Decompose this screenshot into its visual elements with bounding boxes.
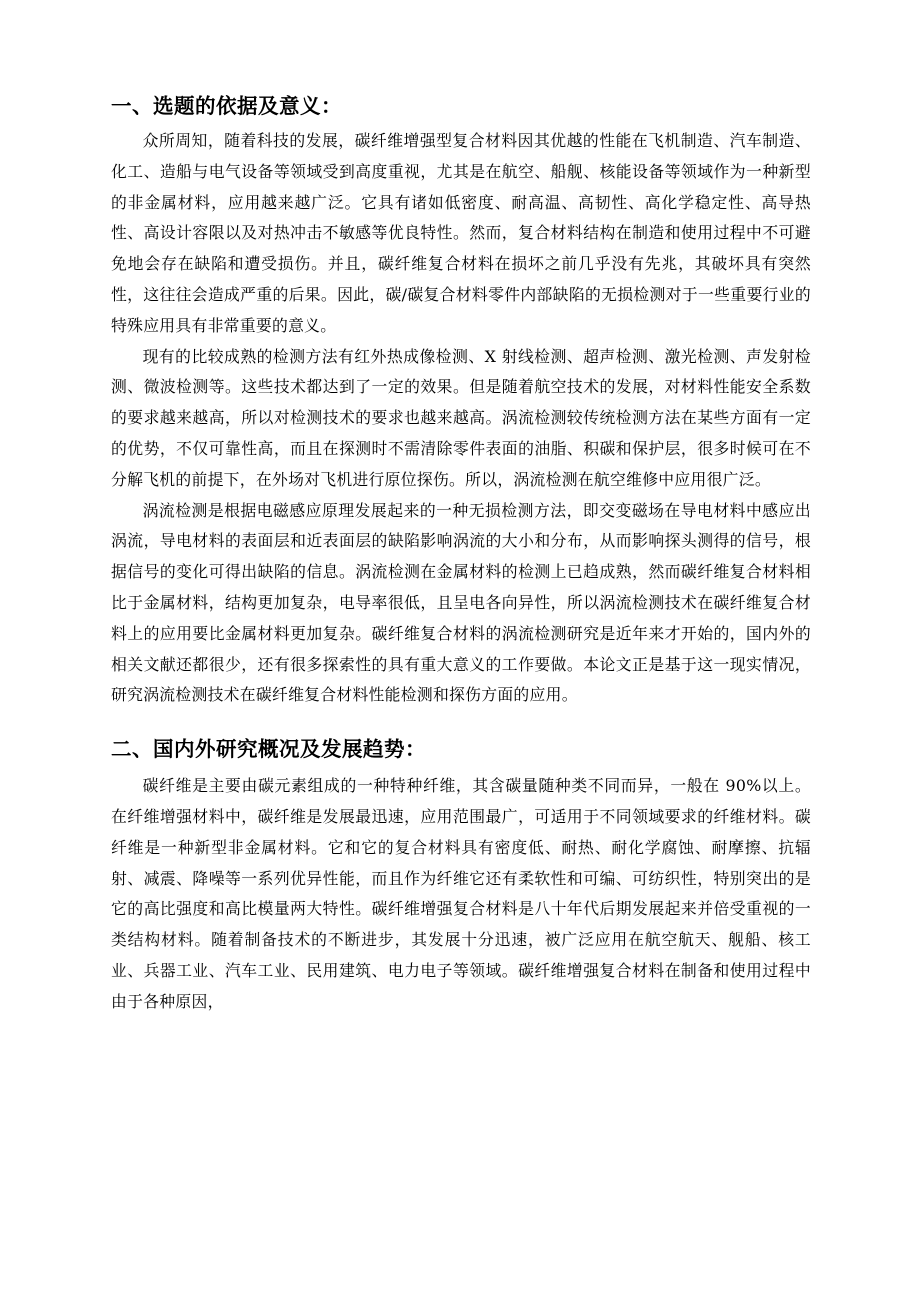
document-body [111, 88, 811, 1018]
section-heading-basis: 一、选题的依据及意义： [111, 94, 342, 118]
section-heading-research-overview: 二、国内外研究概况及发展趋势： [111, 737, 426, 762]
paragraph-1: 众所周知，随着科技的发展，碳纤维增强型复合材料因其优越的性能在飞机制造、汽车制造、化工、造船与电气设备等领域受到高度重视，尤其是在航空、船舰、核能设备等领域作为一种新型的非金属材料，应用越来越广泛。它具有诸如低密度、耐高温、高韧性、高化学稳定性、高导热性、高设计容限以及对热冲击不敏感等优良特性。然而，复合材料结构在制造和使用过程中不可避免地会存在缺陷和遭受损伤。并且，碳纤维复合材料在损坏之前几乎没有先兆，其破坏具有突然性，这往往会造成严重的后果。因此，碳/碳复合材料零件内部缺陷的无损检测对于一些重要行业的特殊应用具有非常重要的意义。 [111, 131, 811, 335]
paragraph-2: 现有的比较成熟的检测方法有红外热成像检测、X 射线检测、超声检测、激光检测、声发射检测、微波检测等。这些技术都达到了一定的效果。但是随着航空技术的发展，对材料性能安全系数的要求越来越高，所以对检测技术的要求也越来越高。涡流检测较传统检测方法在某些方面有一定的优势，不仅可靠性高，而且在探测时不需清除零件表面的油脂、积碳和保护层，很多时候可在不分解飞机的前提下，在外场对飞机进行原位探伤。所以，涡流检测在航空维修中应用很广泛。 [111, 346, 811, 489]
paragraph-4: 碳纤维是主要由碳元素组成的一种特种纤维，其含碳量随种类不同而异，一般在 90%以上。在纤维增强材料中，碳纤维是发展最迅速，应用范围最广，可适用于不同领域要求的纤维材料。碳纤维是一种新型非金属材料。它和它的复合材料具有密度低、耐热、耐化学腐蚀、耐摩擦、抗辐射、减震、降噪等一系列优异性能，而且作为纤维它还有柔软性和可编、可纺织性，特别突出的是它的高比强度和高比模量两大特性。碳纤维增强复合材料是八十年代后期发展起来并倍受重视的一类结构材料。随着制备技术的不断进步，其发展十分迅速，被广泛应用在航空航天、舰船、核工业、兵器工业、汽车工业、民用建筑、电力电子等领域。碳纤维增强复合材料在制备和使用过程中由于各种原因， [111, 776, 811, 1011]
paragraph-3: 涡流检测是根据电磁感应原理发展起来的一种无损检测方法，即交变磁场在导电材料中感应出涡流，导电材料的表面层和近表面层的缺陷影响涡流的大小和分布，从而影响探头测得的信号，根据信号的变化可得出缺陷的信息。涡流检测在金属材料的检测上已趋成熟，然而碳纤维复合材料相比于金属材料，结构更加复杂，电导率很低，且呈电各向异性，所以涡流检测技术在碳纤维复合材料上的应用要比金属材料更加复杂。碳纤维复合材料的涡流检测研究是近年来才开始的，国内外的相关文献还都很少，还有很多探索性的具有重大意义的工作要做。本论文正是基于这一现实情况，研究涡流检测技术在碳纤维复合材料性能检测和探伤方面的应用。 [111, 500, 811, 705]
